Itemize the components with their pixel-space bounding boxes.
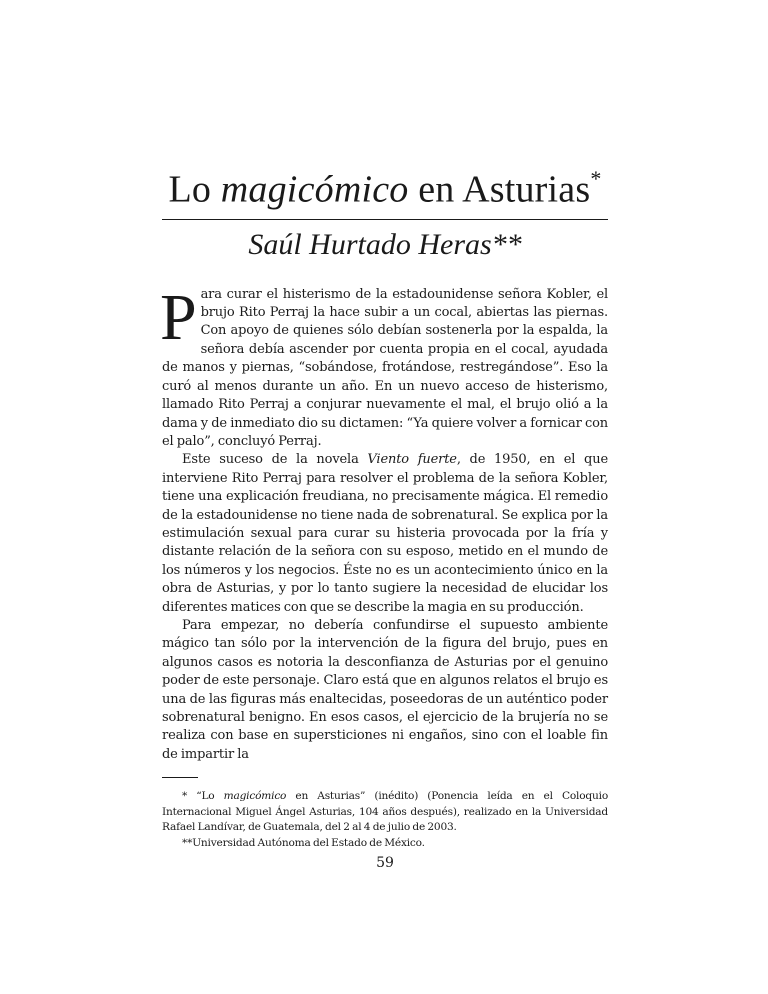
footnote-2: **Universidad Autónoma del Estado de México.	[182, 836, 425, 849]
title-text-start: Lo	[168, 168, 221, 211]
footnote-1-text-start: * “Lo	[182, 790, 224, 802]
title-text-italic: magicómico	[220, 168, 409, 211]
paragraph-2-text-start: Este suceso de la novela	[182, 452, 368, 468]
drop-cap: P	[160, 280, 197, 354]
footnote-1-italic: magicómico	[223, 790, 287, 802]
article-body	[160, 280, 608, 765]
footnotes	[162, 789, 608, 851]
article	[162, 150, 608, 764]
title-footnote-marker: *	[590, 166, 602, 191]
paragraph-2	[162, 451, 608, 617]
author-name: Saúl Hurtado Heras**	[248, 227, 522, 261]
footnote-rule	[162, 777, 198, 778]
page-number: 59	[376, 855, 394, 871]
paragraph-1	[160, 280, 608, 452]
paragraph-3: Para empezar, no debería confundirse el supuesto ambiente mágico tan sólo por la intervención de la figura del brujo, pues en algunos casos es notoria la desconfianza de Asturias por el genuino poder de este personaje. Claro está que en algunos relatos el brujo es una de las figuras más enaltecidas, poseedoras de un auténtico poder sobrenatural benigno. En esos casos, el ejercicio de la brujería no se realiza con base en supersticiones ni engaños, sino con el loable fin de impartir la	[162, 617, 608, 762]
footnote-1	[162, 789, 608, 836]
paragraph-2-text-end: , de 1950, en el que interviene Rito Perraj para resolver el problema de la señora Kobler, tiene una explicación freudiana, no precisamente mágica. El remedio de la estadounidense no tiene nada de sobrenatural. Se explica por la estimulación sexual para curar su histeria provocada por la fría y distante relación de la señora con su esposo, metido en el mundo de los números y los negocios. Éste no es un acontecimiento único en la obra de Asturias, y por lo tanto sugiere la necesidad de elucidar los diferentes matices con que se describe la magia en su producción.	[162, 452, 608, 615]
novel-title: Viento fuerte	[367, 452, 457, 468]
footnote-1-text-end: en Asturias” (inédito) (Ponencia leída en el Coloquio Internacional Miguel Ángel Asturias, 104 años después), realizado en la Universidad Rafael Landívar, de Guatemala, del 2 al 4 de julio de 2003.	[162, 790, 608, 833]
title-rule	[162, 219, 608, 220]
article-title	[162, 150, 608, 213]
title-text-end: en Asturias	[408, 168, 591, 211]
paragraph-1-text: ara curar el histerismo de la estadounidense señora Kobler, el brujo Rito Perraj la hace subir a un cocal, abiertas las piernas. Con apoyo de quienes sólo debían sostenerla por la espalda, la señora debía ascender por cuenta propia en el cocal, ayudada de manos y piernas, “sobándose, frotándose, restregándose”. Eso la curó al menos durante un año. En un nuevo acceso de histerismo, llamado Rito Perraj a conjurar nuevamente el mal, el brujo olió a la dama y de inmediato dio su dictamen: “Ya quiere volver a fornicar con el palo”, concluyó Perraj.	[162, 286, 608, 449]
